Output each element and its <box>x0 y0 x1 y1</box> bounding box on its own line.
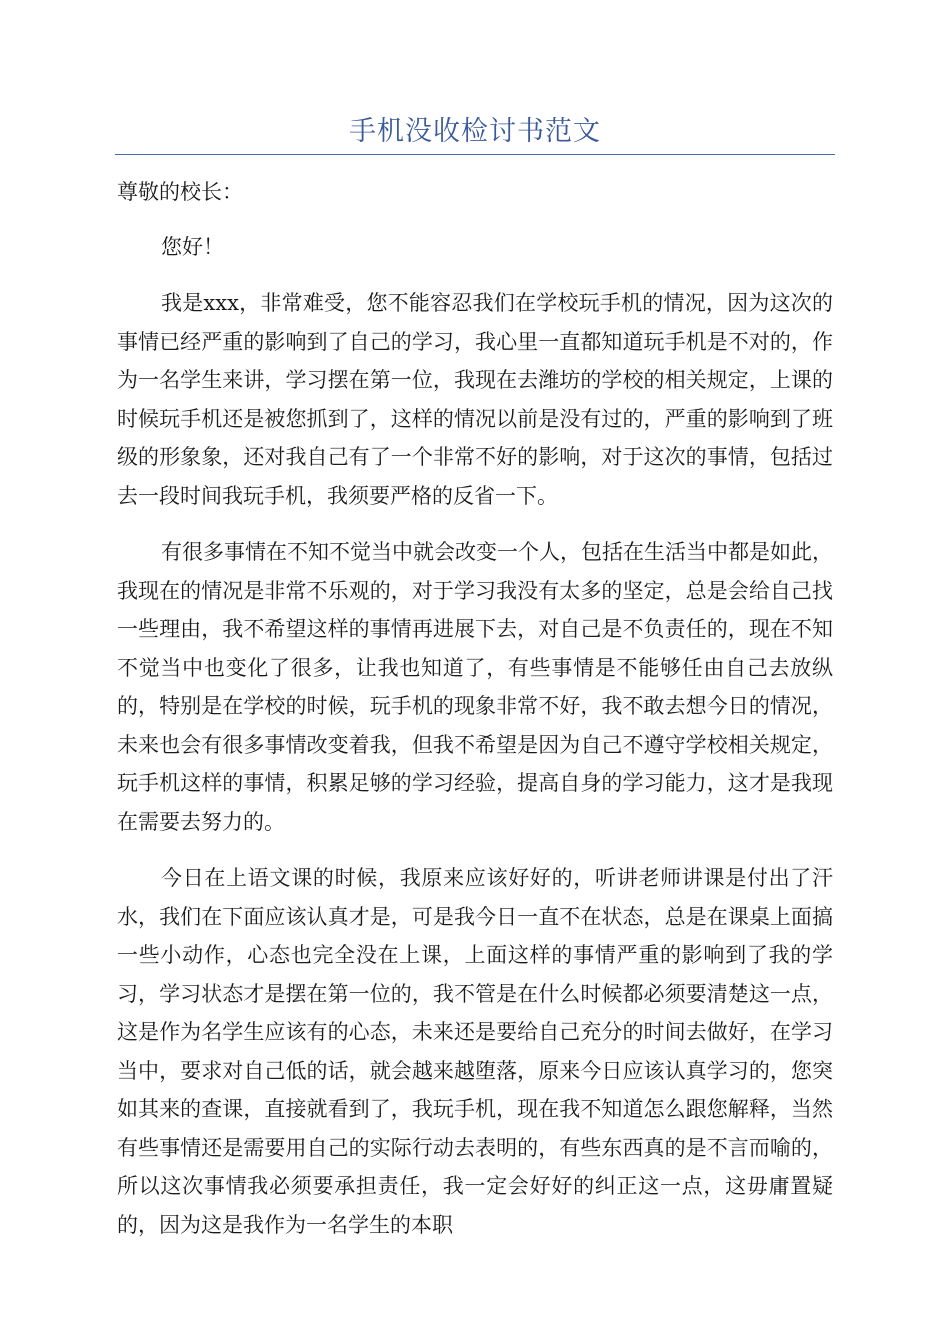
title-underline <box>115 154 835 155</box>
salutation: 尊敬的校长： <box>117 180 243 204</box>
document-title: 手机没收检讨书范文 <box>349 116 601 147</box>
greeting: 您好！ <box>161 234 224 259</box>
paragraph-2: 有很多事情在不知不觉当中就会改变一个人，包括在生活当中都是如此，我现在的情况是非常不乐观的，对于学习我没有太多的坚定，总是会给自己找一些理由，我不希望这样的事情再进展下去，对自己是不负责任的，现在不知不觉当中也变化了很多，让我也知道了，有些事情是不能够任由自己去放纵的，特别是在学校的时候，玩手机的现象非常不好，我不敢去想今日的情况，未来也会有很多事情改变着我，但我不希望是因为自己不遵守学校相关规定，玩手机这样的事情，积累足够的学习经验，提高自身的学习能力，这才是我现在需要去努力的。 <box>117 540 833 834</box>
paragraph-1: 我是xxx，非常难受，您不能容忍我们在学校玩手机的情况，因为这次的事情已经严重的影响到了自己的学习，我心里一直都知道玩手机是不对的，作为一名学生来讲，学习摆在第一位，我现在去潍坊的学校的相关规定，上课的时候玩手机还是被您抓到了，这样的情况以前是没有过的，严重的影响到了班级的形象象，还对我自己有了一个非常不好的影响，对于这次的事情，包括过去一段时间我玩手机，我须要严格的反省一下。 <box>117 291 833 508</box>
document-body <box>117 173 833 1262</box>
paragraph-3: 今日在上语文课的时候，我原来应该好好的，听讲老师讲课是付出了汗水，我们在下面应该认真才是，可是我今日一直不在状态，总是在课桌上面搞一些小动作，心态也完全没在上课，上面这样的事情严重的影响到了我的学习，学习状态才是摆在第一位的，我不管是在什么时候都必须要清楚这一点，这是作为名学生应该有的心态，未来还是要给自己充分的时间去做好，在学习当中，要求对自己低的话，就会越来越堕落，原来今日应该认真学习的，您突如其来的查课，直接就看到了，我玩手机，现在我不知道怎么跟您解释，当然有些事情还是需要用自己的实际行动去表明的，有些东西真的是不言而喻的，所以这次事情我必须要承担责任，我一定会好好的纠正这一点，这毋庸置疑的，因为这是我作为一名学生的本职 <box>117 866 833 1237</box>
